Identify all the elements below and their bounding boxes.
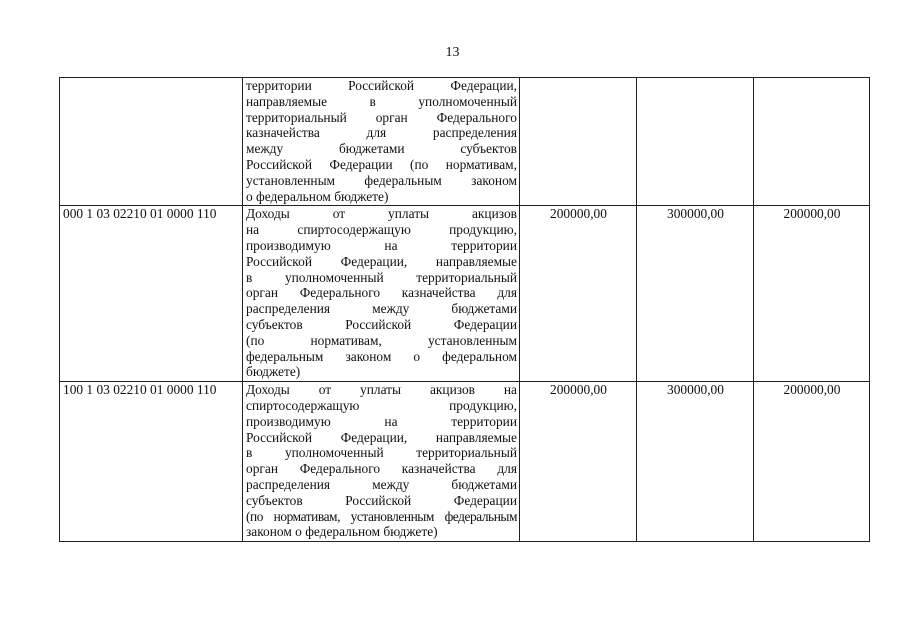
table-row: [60, 382, 870, 542]
description-line: Российской Федерации, направляемые: [246, 253, 517, 269]
description-line: в уполномоченный территориальный: [246, 445, 517, 461]
description-line: в уполномоченный территориальный: [246, 269, 517, 285]
description-line: субъектов Российской Федерации: [246, 492, 517, 508]
amount-cell-year-1: [520, 78, 637, 206]
description-line: направляемые в уполномоченный: [246, 93, 517, 109]
budget-code-cell: 100 1 03 02210 01 0000 110: [60, 382, 243, 542]
description-line: распределения между бюджетами: [246, 476, 517, 492]
description-line: о федеральном бюджете): [246, 188, 389, 204]
description-line: Российской Федерации, направляемые: [246, 429, 517, 445]
description-line: Доходы от уплаты акцизов на: [246, 382, 517, 398]
table-row: [60, 206, 870, 382]
page-number: 13: [445, 45, 460, 60]
amount-cell-year-2: [637, 78, 754, 206]
description-line: субъектов Российской Федерации: [246, 316, 517, 332]
amount-cell-year-3: 200000,00: [754, 382, 870, 542]
description-cell: [243, 78, 520, 206]
description-line: Российской Федерации (по нормативам,: [246, 156, 517, 172]
amount-cell-year-1: 200000,00: [520, 382, 637, 542]
amount-cell-year-3: [754, 78, 870, 206]
description-line: производимую на территории: [246, 413, 517, 429]
description-line: (по нормативам, установленным федеральным: [246, 508, 517, 524]
table-row: [60, 78, 870, 206]
description-line: между бюджетами субъектов: [246, 141, 517, 157]
amount-cell-year-3: 200000,00: [754, 206, 870, 382]
description-line: территории Российской Федерации,: [246, 78, 517, 93]
description-line: (по нормативам, установленным: [246, 332, 517, 348]
budget-code-cell: 000 1 03 02210 01 0000 110: [60, 206, 243, 382]
description-cell: [243, 382, 520, 542]
description-line: производимую на территории: [246, 237, 517, 253]
description-line: на спиртосодержащую продукцию,: [246, 222, 517, 238]
description-line: бюджете): [246, 364, 301, 380]
description-line: орган Федерального казначейства для: [246, 285, 517, 301]
description-line: Доходы от уплаты акцизов: [246, 206, 517, 222]
description-line: установленным федеральным законом: [246, 172, 517, 188]
description-line: орган Федерального казначейства для: [246, 461, 517, 477]
description-line: казначейства для распределения: [246, 125, 517, 141]
description-cell: [243, 206, 520, 382]
budget-revenue-table: [59, 77, 870, 542]
budget-code-cell: [60, 78, 243, 206]
description-line: распределения между бюджетами: [246, 301, 517, 317]
description-line: спиртосодержащую продукцию,: [246, 397, 517, 413]
description-line: законом о федеральном бюджете): [246, 524, 438, 540]
description-line: территориальный орган Федерального: [246, 109, 517, 125]
amount-cell-year-2: 300000,00: [637, 382, 754, 542]
amount-cell-year-2: 300000,00: [637, 206, 754, 382]
amount-cell-year-1: 200000,00: [520, 206, 637, 382]
description-line: федеральным законом о федеральном: [246, 348, 517, 364]
